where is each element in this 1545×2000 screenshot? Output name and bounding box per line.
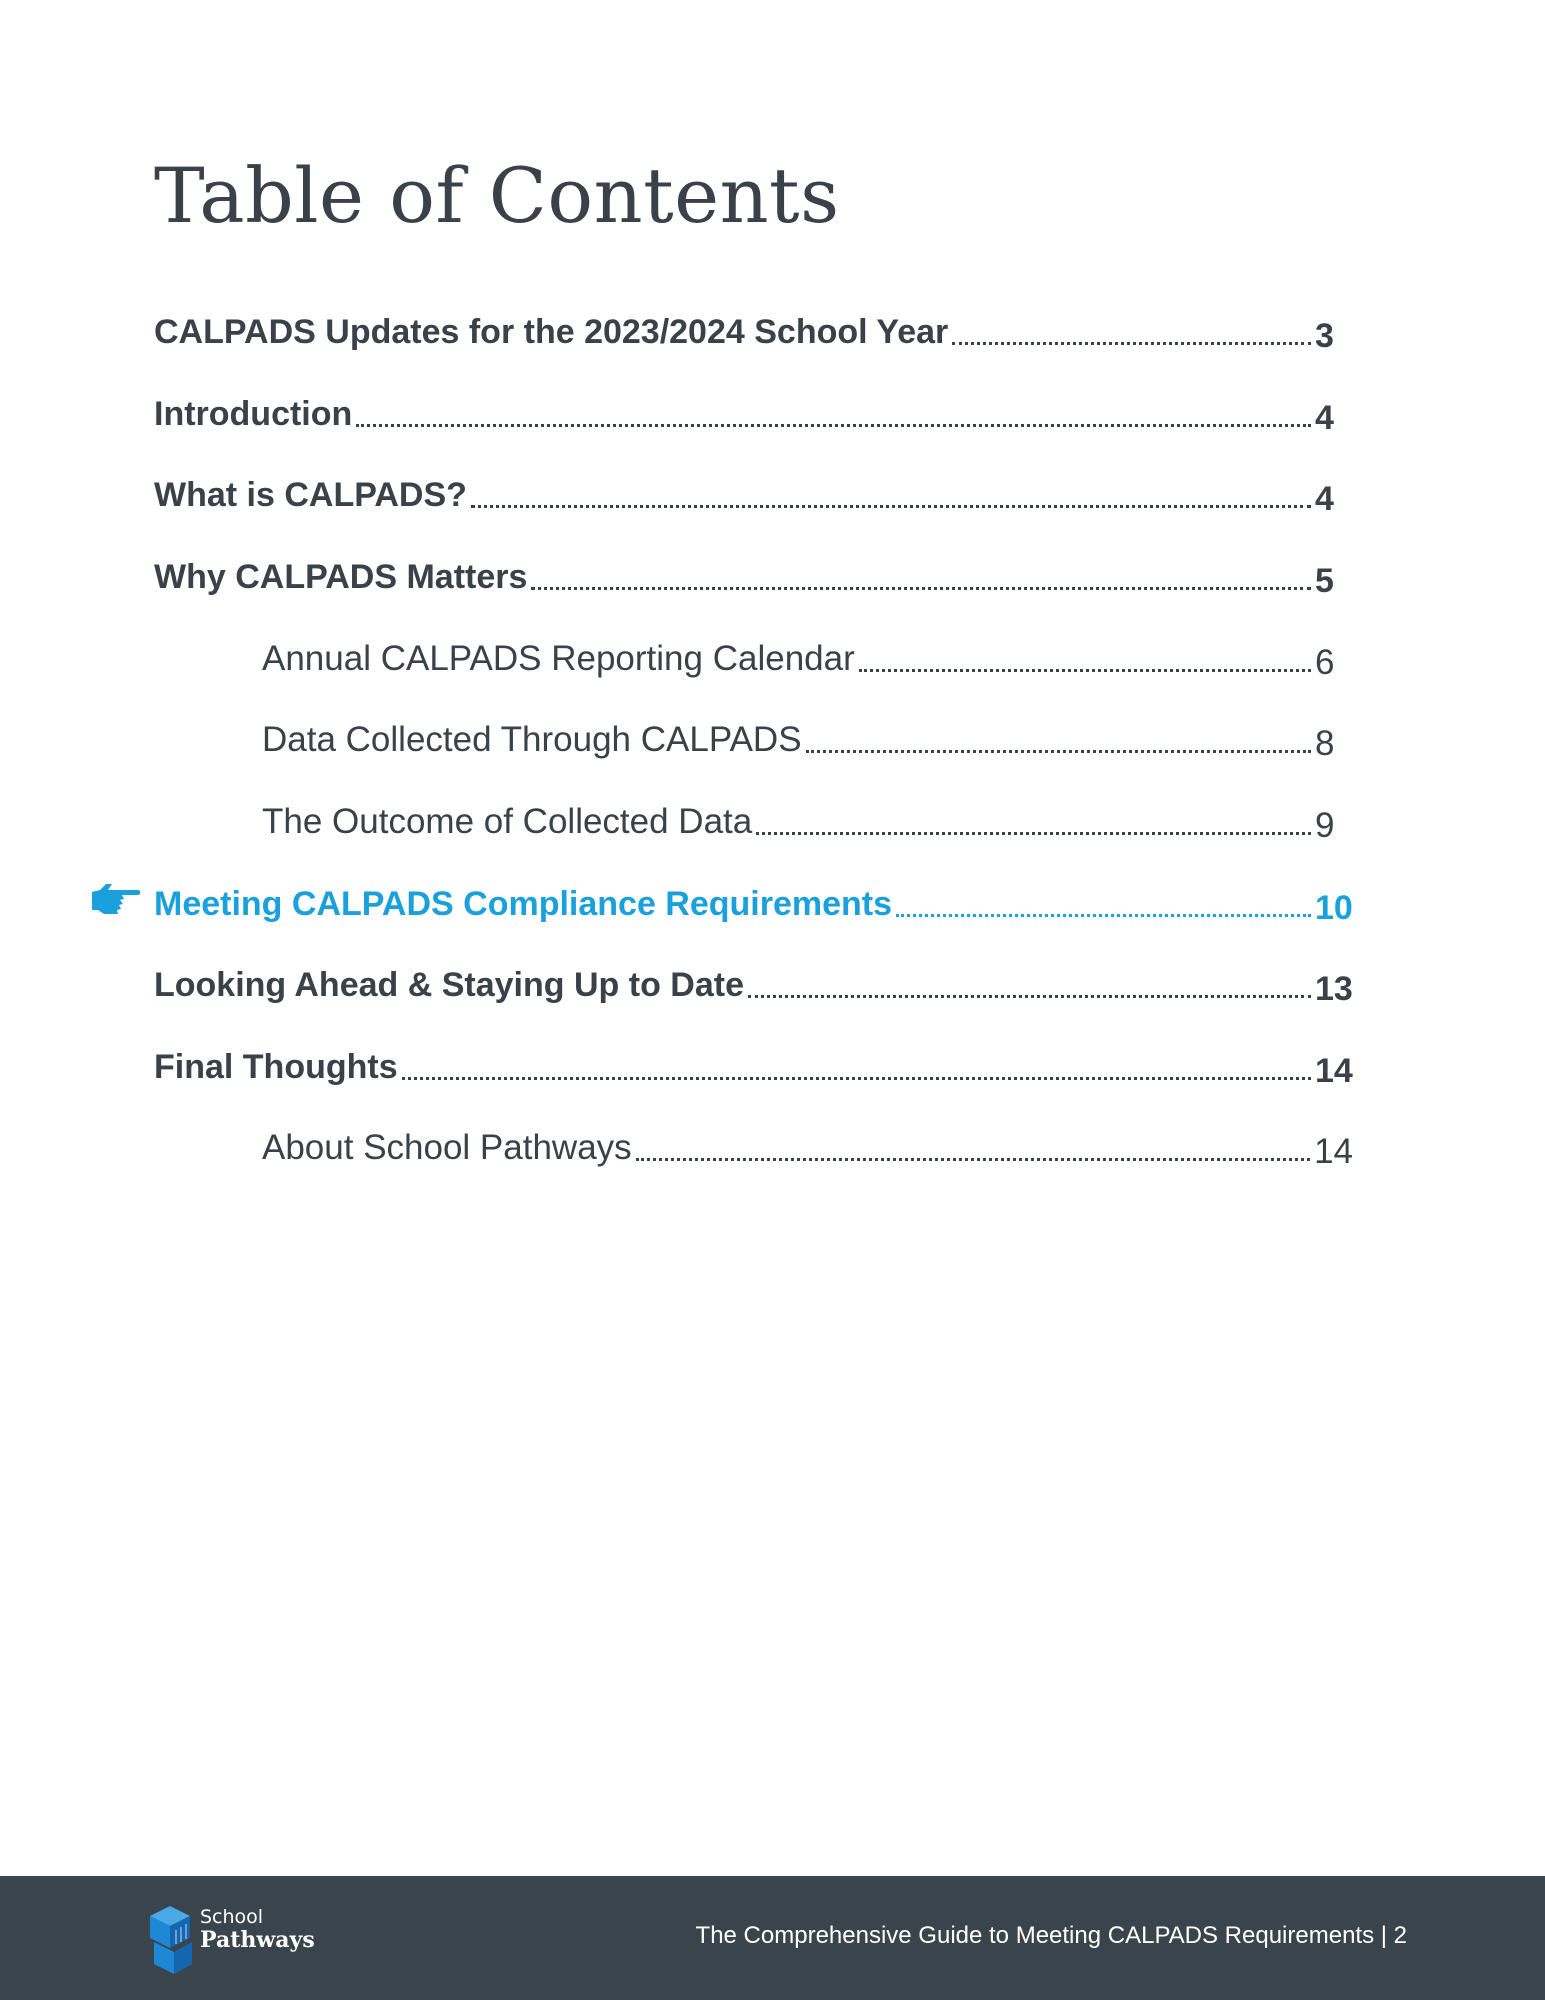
toc-page-number: 3 (1315, 317, 1334, 355)
toc-entry-reporting-calendar[interactable] (262, 632, 1353, 682)
logo-school-text: School (200, 1906, 264, 1928)
toc-page-number: 9 (1315, 806, 1335, 845)
toc-entry-label: What is CALPADS? (154, 476, 467, 514)
toc-page-number: 10 (1315, 889, 1353, 927)
toc-entry-compliance-requirements[interactable] (154, 877, 1353, 927)
toc-dot-leader (756, 832, 1311, 835)
toc-page-number: 13 (1315, 970, 1353, 1008)
toc-entry-what-is-calpads[interactable] (154, 468, 1353, 518)
toc-dot-leader (748, 995, 1311, 998)
page-footer (0, 1876, 1545, 2000)
school-pathways-logo-icon (146, 1902, 200, 1978)
toc-dot-leader (952, 342, 1311, 345)
toc-entry-looking-ahead[interactable] (154, 958, 1353, 1008)
toc-entry-label: The Outcome of Collected Data (262, 802, 753, 841)
pointing-hand-icon (90, 878, 142, 922)
toc-entry-introduction[interactable] (154, 387, 1353, 437)
toc-entry-label: Meeting CALPADS Compliance Requirements (154, 885, 893, 923)
page-title: Table of Contents (154, 151, 840, 240)
toc-page-number: 14 (1314, 1132, 1353, 1171)
toc-dot-leader (531, 587, 1311, 590)
toc-entry-data-collected[interactable] (262, 713, 1353, 763)
toc-entry-label: Introduction (154, 395, 353, 433)
logo-pathways-text: Pathways (200, 1927, 315, 1953)
toc-page-number: 4 (1315, 480, 1334, 518)
toc-dot-leader (896, 914, 1311, 917)
toc-page-number: 8 (1315, 724, 1335, 763)
toc-page-number: 5 (1315, 562, 1334, 600)
toc-entry-label: Why CALPADS Matters (154, 558, 528, 596)
footer-caption: The Comprehensive Guide to Meeting CALPADS Requirements | 2 (695, 1922, 1407, 1949)
toc-entry-label: Looking Ahead & Staying Up to Date (154, 966, 744, 1004)
toc-entry-label: CALPADS Updates for the 2023/2024 School Year (154, 313, 949, 351)
toc-dot-leader (402, 1077, 1311, 1080)
school-pathways-logo (146, 1902, 316, 1978)
toc-entry-label: Annual CALPADS Reporting Calendar (262, 639, 855, 678)
toc-entry-why-calpads-matters[interactable] (154, 550, 1353, 600)
toc-entry-label: About School Pathways (262, 1128, 632, 1167)
toc-dot-leader (471, 505, 1311, 508)
toc-entry-outcome-of-data[interactable] (262, 795, 1353, 845)
toc-dot-leader (636, 1158, 1310, 1161)
toc-entry-label: Data Collected Through CALPADS (262, 720, 802, 759)
toc-page-number: 4 (1315, 399, 1334, 437)
toc-page-number: 14 (1315, 1052, 1353, 1090)
toc-entry-about-school-pathways[interactable] (262, 1121, 1353, 1171)
toc-entry-final-thoughts[interactable] (154, 1040, 1353, 1090)
toc-entry-label: Final Thoughts (154, 1048, 398, 1086)
toc-page-number: 6 (1315, 643, 1335, 682)
toc-dot-leader (859, 669, 1311, 672)
toc-dot-leader (356, 424, 1311, 427)
toc-dot-leader (806, 750, 1311, 753)
toc-entry-calpads-updates[interactable] (154, 305, 1353, 355)
